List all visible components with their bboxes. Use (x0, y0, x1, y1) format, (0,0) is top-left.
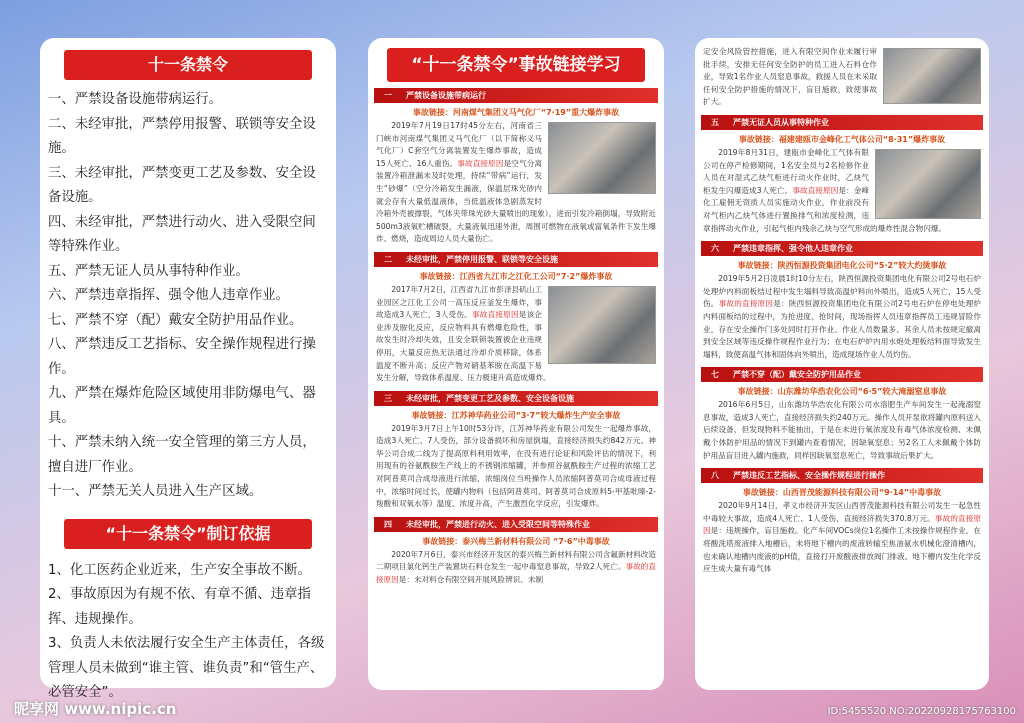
accident-link: 事故链接：泰兴梅兰新材料有限公司 “7·6”中毒事故 (422, 536, 610, 546)
accident-text (368, 120, 664, 246)
section-heading: 未经审批，严禁停用报警、联锁等安全设施 (406, 254, 558, 264)
accident-description: 2020年9月14日，孝义市经济开发区山西晋茂能源科技有限公司发生一起急性中毒较大事故，造成4人死亡、1人受伤，直接经济损失370.8万元。 (703, 501, 981, 523)
rules-list (40, 88, 336, 505)
basis-item: 1、化工医药企业近来，生产安全事故不断。 (48, 562, 311, 578)
basis-item: 2、事故原因为有规不依、有章不循、违章指挥、违规操作。 (48, 587, 311, 627)
basis-item: 3、负责人未依法履行安全生产主体责任，各级管理人员未做到“谁主管、谁负责”和“管生产、必管安全”。 (48, 636, 325, 700)
rule-item: 七、严禁不穿（配）戴安全防护用品作业。 (48, 312, 303, 328)
section-heading: 未经审批，严禁变更工艺及参数、安全设备设施 (406, 393, 574, 403)
accident-description: 2017年7月2日，江西省九江市彭泽县矶山工业园区之江化工公司一高压反应釜发生爆炸，事故造成3人死亡，3人受伤。 (376, 284, 542, 320)
accident-photo (548, 286, 656, 364)
accident-description: 2019年5月2日凌晨1时10分左右，陕西恒源投资集团电化有限公司2号电石炉处理炉内料面板结过程中发生塌料导致高温炉料向外喷出，造成5人死亡，15人受伤。 (703, 274, 981, 309)
rule-item: 十一、严禁无关人员进入生产区域。 (48, 484, 263, 499)
section-heading: 严禁违反工艺指标、安全操作规程进行操作 (733, 471, 885, 481)
section-number: 七 (711, 370, 719, 380)
section-header (374, 517, 658, 532)
section-header (701, 115, 983, 130)
rule-item: 二、未经审批，严禁停用报警、联锁等安全设施。 (48, 116, 316, 156)
accident-text (368, 284, 664, 385)
direct-cause-text: 是：陕西恒源投资集团电化有限公司2号电石炉在停电处理炉内料面板结的过程中，为抢进度、抢时间，现场指挥人员违章指挥员工违规冒险作业，存在安全操作门多处同时打开作业、作业人员数量多、其余人员未按规定撤离到安全区域等违反操作规程作业行为；在电石炉炉内用水炮处理板结料面导致发生塌料，致使高温气体和固体向外喷出，造成现场作业人员灼伤。 (703, 299, 981, 359)
section-header (374, 252, 658, 267)
rule-item: 九、严禁在爆炸危险区域使用非防爆电气、器具。 (48, 386, 316, 426)
accident-link: 事故链接：江西省九江市之江化工公司“7·2”爆炸事故 (419, 271, 613, 281)
section-header (701, 468, 983, 483)
direct-cause-label: 事故直接原因 (792, 185, 839, 195)
accident-link: 事故链接：陕西恒源投资集团电化公司“5·2”较大灼烫事故 (737, 261, 947, 271)
accident-link: 事故链接：河南煤气集团义马气化厂“7·19”重大爆炸事故 (412, 108, 620, 117)
rule-item: 十、严禁未纳入统一安全管理的第三方人员，擅自进厂作业。 (48, 435, 316, 475)
accident-description: 2019年3月7日上午10时53分许，江苏神华药业有限公司发生一起爆炸事故，造成3人死亡、7人受伤，部分设备损坏和房屋倒塌，直接经济损失约842万元。神华公司合成二线为了提高原料利用效率，在没有进行论证和风险评估的情况下，利用现有的谷氨酰胺生产线上的不锈钢浓缩罐，并参照谷氨酰胺生产过程的浓缩工艺对阿普莫司合成母液进行浓缩，浓缩岗位当班操作人员浓缩阿普莫司合成母液过程中，浓缩时间过长，使罐内物料（包括阿普莫司、阿普莫司合成原料5-甲基吡嗪-2-羧酸和双氧水等）温度、浓度升高，产生激烈化学反应，引发爆炸。 (376, 423, 656, 509)
direct-cause-text: 是：金峰化工雇佣无资质人员实施动火作业，作业前没有对气柜内乙炔气体进行置换排气和浓度检测，违章指挥动火作业，引起气柜内残余乙炔与空气形成的爆炸性混合物闪爆。 (703, 185, 946, 233)
accident-text (368, 423, 664, 511)
section-number: 三 (384, 393, 392, 403)
accident-photo (875, 149, 981, 219)
watermark-logo: 昵享网 www.nipic.cn (14, 700, 177, 718)
accident-text (695, 399, 989, 462)
accident-text (368, 549, 664, 587)
rule-item: 五、严禁无证人员从事特种作业。 (48, 263, 249, 279)
accident-text (695, 147, 989, 235)
image-id: ID:5455520 NO:20220928175763100 (827, 706, 1016, 717)
basis-title: “十一条禁令”制订依据 (64, 519, 312, 549)
case-study-title: “十一条禁令”事故链接学习 (387, 48, 645, 82)
section-heading: 严禁不穿（配）戴安全防护用品作业 (733, 370, 861, 380)
direct-cause-text: 是该企业涉及胺化反应，反应物料具有燃爆危险性，事故发生时冷却失效，且安全联锁装置被企业违规停用，大量反应热无法通过冷却介质移除，体系温度不断升高；反应产物对硝基苯胺在高温下易发生分解，导致体系温度、压力极速升高造成爆炸。 (376, 310, 551, 383)
section-heading: 严禁设备设施带病运行 (406, 91, 486, 100)
section-number: 八 (711, 471, 719, 481)
section-header (374, 391, 658, 406)
section-header (701, 367, 983, 382)
section-number: 一 (384, 91, 392, 100)
accident-description: 2019年8月31日，建瓯市金峰化工气体有限公司在停产检修期间，1名安全员与2名检修作业人员在对湿式乙炔气柜进行动火作业时，乙炔气柜发生闪爆造成3人死亡。 (703, 147, 869, 195)
rules-title: 十一条禁令 (64, 50, 312, 80)
basis-list (40, 559, 336, 706)
accident-link: 事故链接：江苏神华药业公司“3·7”较大爆炸生产安全事故 (411, 410, 621, 420)
section-heading: 严禁无证人员从事特种作业 (733, 117, 829, 127)
section-header (374, 88, 658, 103)
rule-item: 四、未经审批，严禁进行动火、进入受限空间等特殊作业。 (48, 214, 316, 254)
rules-panel (40, 38, 336, 700)
case-study-panel (368, 38, 664, 690)
rule-item: 八、严禁违反工艺指标、安全操作规程进行操作。 (48, 337, 316, 377)
accident-text (695, 500, 989, 576)
accident-text (695, 273, 989, 361)
direct-cause-text: 是空气分离装置冷箱泄漏未及时处理，持续“带病”运行，发生“砂爆”（空分冷箱发生漏液，保温层珠光砂内就会存有大量低温液体，当低温液体急剧蒸发时冷箱外壳被撑裂，气体夹带珠光砂大量喷出的现象），进而引发冷箱倒塌，导致附近500m3液氧贮槽破裂，大量液氧迅速外泄，周围可燃物在液氧或富氧条件下发生爆炸、燃烧，造成周边人员大量伤亡。 (376, 158, 656, 244)
direct-cause-text: 是：未对料仓有限空间开展风险辨识、未制 (398, 575, 544, 585)
direct-cause-label: 事故的直接原因 (703, 513, 981, 536)
accident-description: 2016年6月5日，山东潍坊华浩农化有限公司水溶肥生产车间发生一起淹溺窒息事故，造成3人死亡，直接经济损失约240万元。操作人员开泵欲将罐内原料送入后续设备，但发现物料不能抽出，于是在未进行氧浓度及有毒气体浓度检测、未佩戴个体防护用品的情况下到罐内查看情况，因缺氧窒息；另2名工人未佩戴个体防护用品盲目进入罐内施救，同样因缺氧窒息死亡，导致事故后果扩大。 (703, 400, 981, 460)
accident-photo (548, 122, 656, 194)
accident-link: 事故链接：福建建瓯市金峰化工气体公司“8·31”爆炸事故 (738, 134, 946, 144)
continued-text: 定安全风险管控措施，进入有限空间作业未履行审批手续，安排无任何安全防护的员工进入石料仓作业，导致1名作业人员窒息事故，救援人员在未采取任何安全防护措施的情况下，盲目施救，致使事故扩大。 (695, 46, 989, 109)
accident-description: 2020年7月6日，泰兴市经济开发区的泰兴梅兰新材料有限公司含氟新材料改造二期项目氯化钙生产装置块石料仓发生一起中毒窒息事故，导致2人死亡。 (376, 549, 656, 572)
rule-item: 一、严禁设备设施带病运行。 (48, 92, 223, 107)
direct-cause-label: 事故直接原因 (471, 310, 519, 320)
section-heading: 严禁违章指挥、强令他人违章作业 (733, 244, 853, 254)
accident-link: 事故链接：山东潍坊华浩农化公司“6·5”较大淹溺窒息事故 (737, 387, 947, 397)
section-number: 六 (711, 244, 719, 254)
accident-photo (883, 48, 981, 104)
rule-item: 三、未经审批，严禁变更工艺及参数、安全设备设施。 (48, 165, 316, 205)
rule-item: 六、严禁违章指挥、强令他人违章作业。 (48, 288, 290, 303)
section-header (701, 241, 983, 256)
direct-cause-text: 是：违规操作，盲目施救。化产车间VOCs岗位1名操作工未按操作规程作业，在将酸洗塔废液排入地槽后，未将地下槽内的废液转输至焦油氨水机械化澄清槽内，也未确认地槽内废液的pH值，直接打开废酸液排放阀门排液。地下槽内发生化学反应生成大量有毒气体 (703, 526, 982, 574)
direct-cause-label: 事故的直接原因 (718, 299, 774, 309)
direct-cause-label: 事故的直接原因 (376, 562, 657, 585)
section-number: 五 (711, 117, 719, 127)
section-number: 四 (384, 519, 392, 529)
case-study-panel-continued (695, 38, 989, 690)
section-number: 二 (384, 254, 392, 264)
direct-cause-label: 事故直接原因 (457, 158, 504, 168)
accident-link: 事故链接：山西晋茂能源科技有限公司“9·14”中毒事故 (742, 488, 942, 498)
accident-description: 2019年7月19日17时45分左右，河南省三门峡市河南煤气集团义马气化厂（以下简称义马气化厂）C套空气分离装置发生爆炸事故，造成15人死亡、16人重伤。 (376, 121, 542, 168)
section-heading: 未经审批，严禁进行动火、进入受限空间等特殊作业 (406, 519, 590, 529)
